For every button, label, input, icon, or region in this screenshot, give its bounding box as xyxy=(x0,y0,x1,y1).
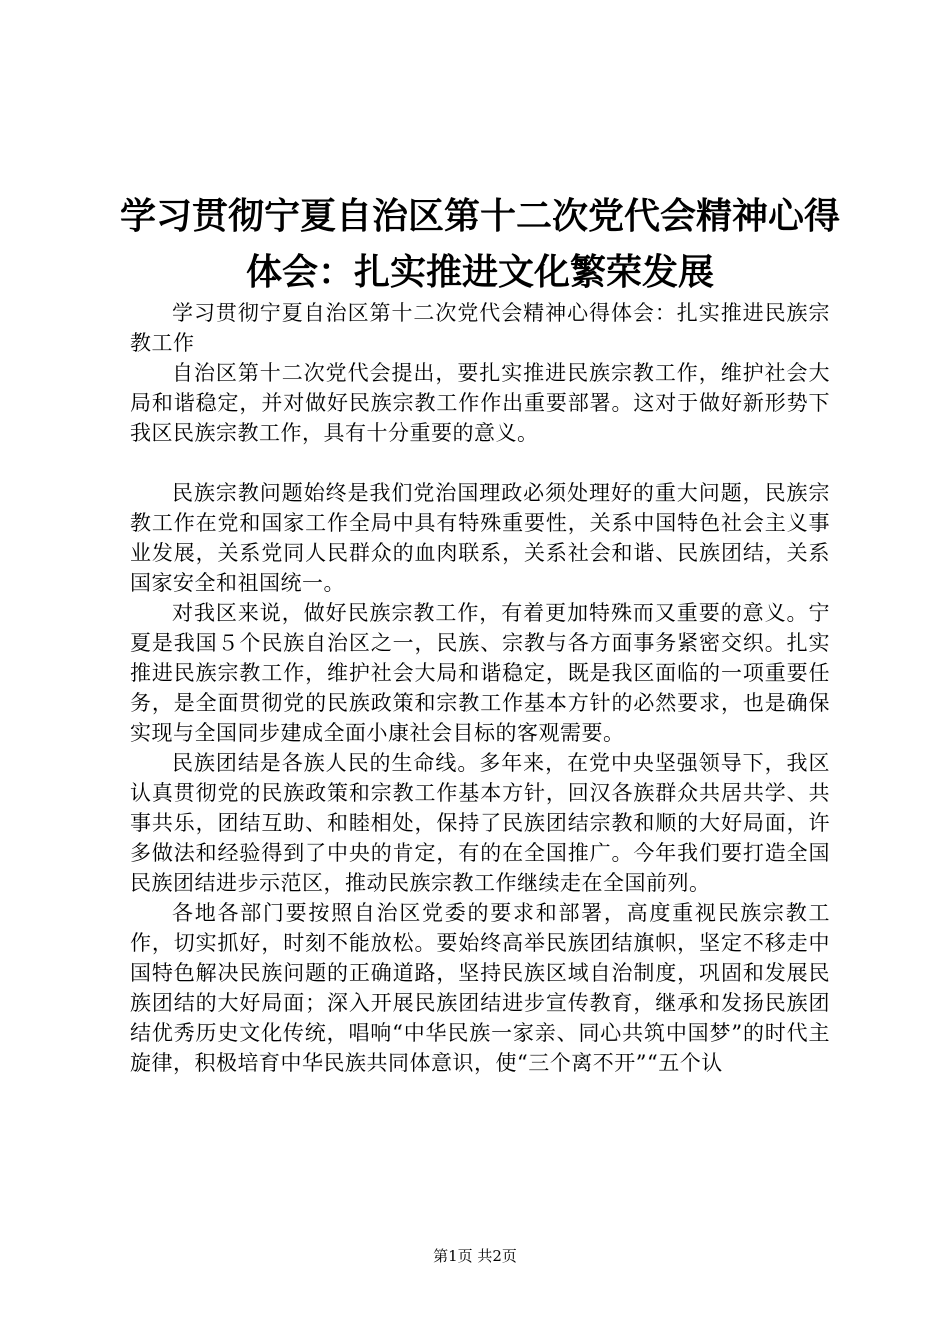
document-title xyxy=(120,188,840,300)
paragraph-body: 各地各部门要按照自治区党委的要求和部署，高度重视民族宗教工作，切实抓好，时刻不能放松。要始终高举民族团结旗帜，坚定不移走中国特色解决民族问题的正确道路，坚持民族区域自治制度，巩固和发展民族团结的大好局面；深入开展民族团结进步宣传教育，继承和发扬民族团结优秀历史文化传统，唱响“中华民族一家亲、同心共筑中国梦”的时代主旋律，积极培育中华民族共同体意识，使“三个离不开”“五个认 xyxy=(130,901,830,1075)
paragraph-body: 对我区来说，做好民族宗教工作，有着更加特殊而又重要的意义。宁夏是我国５个民族自治区之一，民族、宗教与各方面事务紧密交织。扎实推进民族宗教工作，维护社会大局和谐稳定，既是我区面临的一项重要任务，是全面贯彻党的民族政策和宗教工作基本方针的必然要求，也是确保实现与全国同步建成全面小康社会目标的客观需要。 xyxy=(130,601,830,745)
paragraph-body: 民族宗教问题始终是我们党治国理政必须处理好的重大问题，民族宗教工作在党和国家工作全局中具有特殊重要性，关系中国特色社会主义事业发展，关系党同人民群众的血肉联系，关系社会和谐、民族团结，关系国家安全和祖国统一。 xyxy=(130,481,830,595)
paragraph-subtitle: 学习贯彻宁夏自治区第十二次党代会精神心得体会：扎实推进民族宗教工作 xyxy=(130,301,830,355)
title-line-1: 学习贯彻宁夏自治区第十二次党代会精神心得 xyxy=(120,195,841,237)
title-line-2: 体会：扎实推进文化繁荣发展 xyxy=(245,251,714,293)
paragraph-intro: 自治区第十二次党代会提出，要扎实推进民族宗教工作，维护社会大局和谐稳定，并对做好民族宗教工作作出重要部署。这对于做好新形势下我区民族宗教工作，具有十分重要的意义。 xyxy=(130,361,830,445)
paragraph-body: 民族团结是各族人民的生命线。多年来，在党中央坚强领导下，我区认真贯彻党的民族政策和宗教工作基本方针，回汉各族群众共居共学、共事共乐，团结互助、和睦相处，保持了民族团结宗教和顺的大好局面，许多做法和经验得到了中央的肯定，有的在全国推广。今年我们要打造全国民族团结进步示范区，推动民族宗教工作继续走在全国前列。 xyxy=(130,751,830,895)
document-body xyxy=(130,298,830,1078)
page-number-footer: 第1页 共2页 xyxy=(433,1247,517,1265)
paragraph-gap xyxy=(130,448,830,478)
